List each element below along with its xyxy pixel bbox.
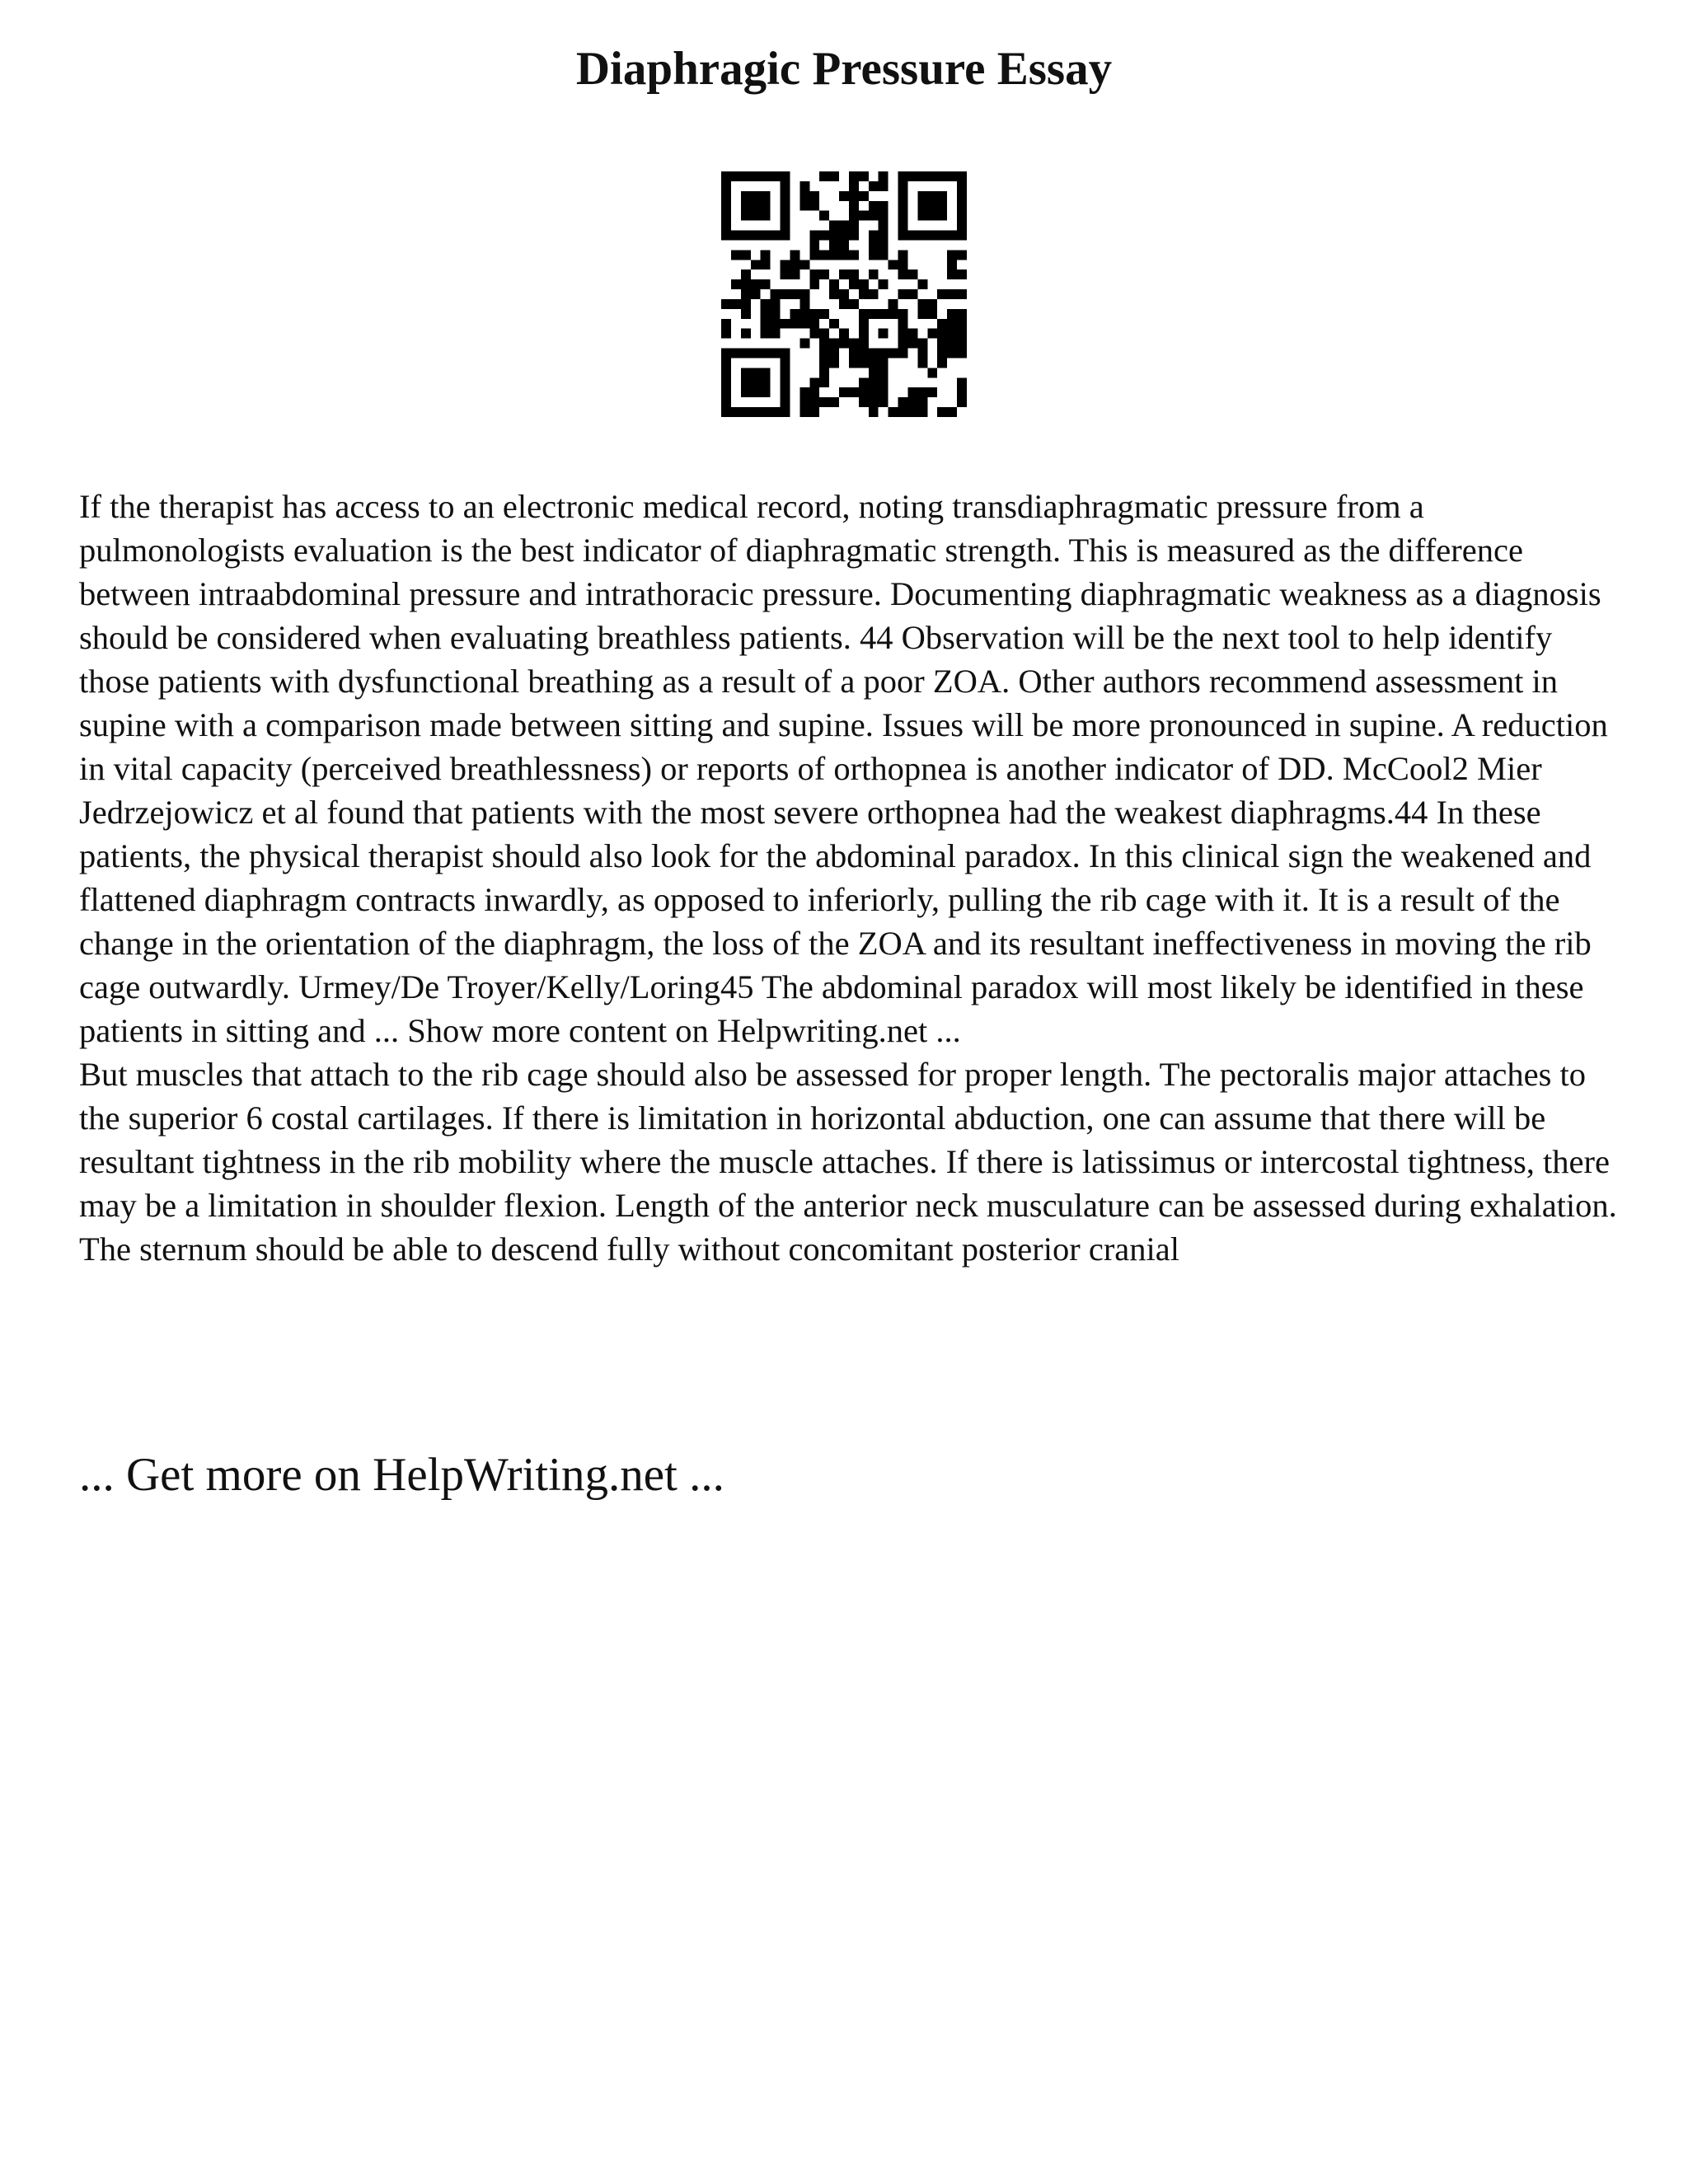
document-body — [79, 485, 1629, 1271]
body-paragraph-2: But muscles that attach to the rib cage should also be assessed for proper length. The pectoralis major attaches to the superior 6 costal cartilages. If there is limitation in horizontal abduction, one can assume that there will be resultant tightness in the rib mobility where the muscle attaches. If there is latissimus or intercostal tightness, there may be a limitation in shoulder flexion. Length of the anterior neck musculature can be assessed during exhalation. The sternum should be able to descend fully without concomitant posterior cranial — [79, 1056, 1617, 1268]
qr-code-icon — [721, 171, 967, 417]
document-title: Diaphragic Pressure Essay — [575, 43, 1113, 95]
get-more-link[interactable]: ... Get more on HelpWriting.net ... — [79, 1449, 724, 1501]
body-paragraph-1: If the therapist has access to an electronic medical record, noting transdiaphragmatic pressure from a pulmonologists evaluation is the best indicator of diaphragmatic strength. This is measured as the difference between intraabdominal pressure and intrathoracic pressure. Documenting diaphragmatic weakness as a diagnosis should be considered when evaluating breathless patients. 44 Observation will be the next tool to help identify those patients with dysfunctional breathing as a result of a poor ZOA. Other authors recommend assessment in supine with a comparison made between sitting and supine. Issues will be more pronounced in supine. A reduction in vital capacity (perceived breathlessness) or reports of orthopnea is another indicator of DD. McCool2 Mier Jedrzejowicz et al found that patients with the most severe orthopnea had the weakest diaphragms.44 In these patients, the physical therapist should also look for the abdominal paradox. In this clinical sign the weakened and flattened diaphragm contracts inwardly, as opposed to inferiorly, pulling the rib cage with it. It is a result of the change in the orientation of the diaphragm, the loss of the ZOA and its resultant ineffectiveness in moving the rib cage outwardly. Urmey/De Troyer/Kelly/Loring45 The abdominal paradox will most likely be identified in these patients in sitting and ... Show more content on Helpwriting.net ... — [79, 488, 1608, 1049]
